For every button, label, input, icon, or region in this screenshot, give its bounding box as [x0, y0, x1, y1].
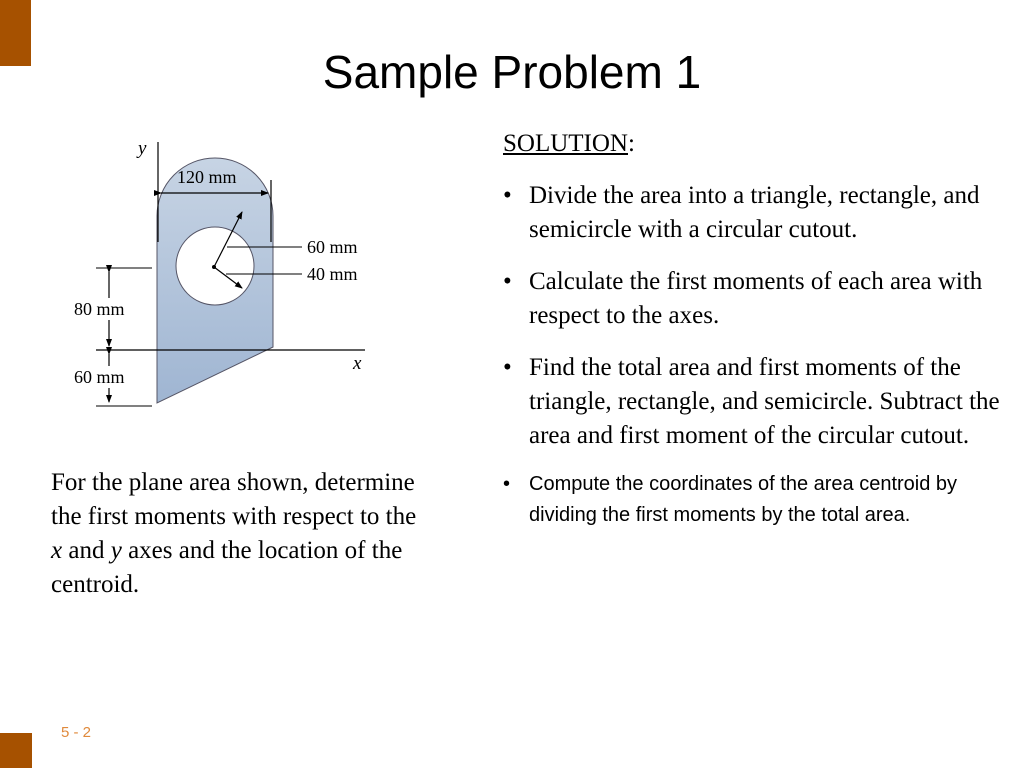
y-axis-label: y: [138, 138, 147, 159]
triangle-height-label: 60 mm: [74, 367, 125, 387]
problem-line-1: For the plane area shown, determine: [51, 469, 415, 496]
colon: :: [628, 130, 635, 157]
rect-height-label: 80 mm: [74, 299, 125, 319]
problem-line-2: the first moments with respect to the: [51, 503, 417, 530]
accent-bar-bottom: [0, 733, 32, 768]
solution-step: • Compute the coordinates of the area centroid by dividing the first moments by the total area.: [503, 469, 1013, 531]
problem-text: axes and the location of the: [121, 537, 403, 564]
solution-section: [503, 127, 1013, 549]
problem-figure: [60, 130, 390, 420]
y-var: y: [110, 537, 122, 564]
problem-line-3: [51, 534, 481, 568]
problem-line-4: centroid.: [51, 571, 140, 598]
solution-step: • Calculate the first moments of each area with respect to the axes.: [503, 265, 1013, 333]
slide-title: Sample Problem 1: [322, 46, 702, 98]
outer-radius-label: 60 mm: [307, 237, 358, 257]
solution-heading-text: SOLUTION: [503, 130, 628, 157]
page-number: 5 - 2: [61, 724, 92, 741]
inner-radius-label: 40 mm: [307, 264, 358, 284]
solution-step: • Divide the area into a triangle, rectangle, and semicircle with a circular cutout.: [503, 179, 1013, 247]
solution-heading: [503, 127, 1013, 161]
solution-steps: [503, 179, 1013, 531]
solution-step: • Find the total area and first moments of the triangle, rectangle, and semicircle. Subtract the area and first moment of the circular cutout.: [503, 351, 1013, 453]
x-var: x: [51, 537, 63, 564]
problem-text: and: [62, 537, 111, 564]
width-dimension: 120 mm: [177, 167, 237, 187]
problem-statement: [51, 466, 481, 602]
x-axis-label: x: [353, 353, 362, 374]
plate-shape: [157, 158, 273, 403]
